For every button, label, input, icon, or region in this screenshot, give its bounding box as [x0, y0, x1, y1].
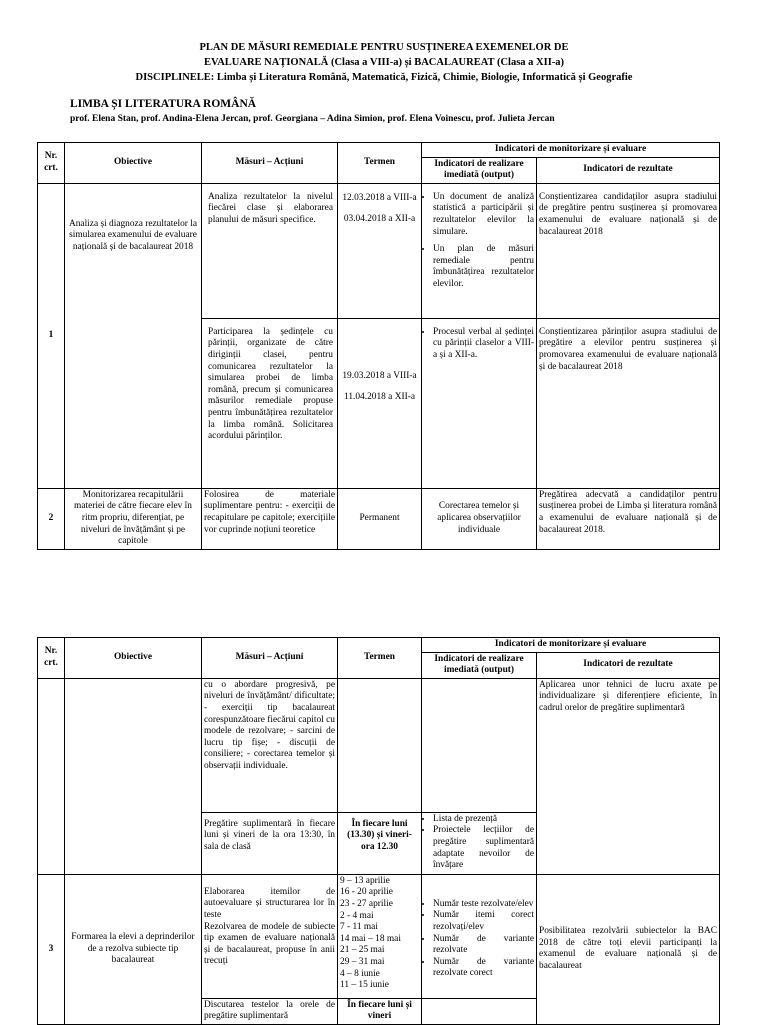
objective-cell: Monitorizarea recapitulării materiei de către fiecare elev în ritm propriu, diferențiat, pe niveluri de învățământ și pe capitole: [65, 488, 202, 549]
row-number: 2: [38, 488, 65, 549]
table-row: [38, 488, 720, 549]
col-header-nr: Nr. crt.: [38, 143, 65, 184]
col-header-masuri: Măsuri – Acțiuni: [202, 638, 338, 679]
indicator-item: • Număr de variante rezolvate corect: [433, 957, 534, 980]
deadline-week: 29 – 31 mai: [340, 956, 385, 967]
result-indicator-cell: Aplicarea unor tehnici de lucru axate pe individualizare și diferențiere eficiente, în cadrul orelor de pregătire suplimentară: [537, 678, 720, 874]
indicator-item: • Un document de analiză statistică a participării și rezultatelor elevilor la simulare.: [433, 192, 534, 238]
col-header-rezultate: Indicatori de rezultate: [537, 157, 720, 183]
action-cell: Participarea la ședințele cu părinții, organizate de către diriginții clasei, pentru comunicarea rezultatelor la simularea probei de limba română, precum și comunicarea măsurilor remediale propuse pentru îmbunătățirea rezultatelor la limba română. Solicitarea acordului părinților.: [202, 318, 338, 488]
objective-cell: [65, 678, 202, 874]
col-header-masuri: Măsuri – Acțiuni: [202, 143, 338, 184]
table-row: [38, 183, 720, 318]
action-cell: [202, 874, 338, 998]
col-header-termen: Termen: [338, 143, 422, 184]
deadline-date: 03.04.2018 a XII-a: [343, 214, 416, 225]
deadline-week: 11 – 15 iunie: [340, 980, 389, 991]
indicator-item: • Procesul verbal al ședinței cu părinții claselor a VIII-a și a XII-a.: [433, 327, 534, 362]
col-header-obiective: Obiective: [65, 143, 202, 184]
col-header-indicatori: Indicatori de monitorizare și evaluare: [422, 143, 720, 158]
teachers-list: prof. Elena Stan, prof. Andina-Elena Jercan, prof. Georgiana – Adina Simion, prof. Elena Voinescu, prof. Julieta Jercan: [70, 114, 555, 124]
subject-title: LIMBA ȘI LITERATURA ROMÂNĂ: [70, 98, 257, 110]
table-header-row: [38, 143, 720, 158]
measures-table-1: [37, 142, 720, 550]
result-indicator-cell: Conștientizarea candidaților asupra stadiului de pregătire pentru susținerea și promovarea examenului de evaluare națională și de bacalaureat 2018: [537, 183, 720, 318]
objective-cell: Analiza și diagnoza rezultatelor la simularea examenului de evaluare națională și de bacalaureat 2018: [65, 183, 202, 488]
output-indicator-cell: [422, 812, 537, 874]
deadline-week: 7 - 11 mai: [340, 922, 378, 933]
deadline-week: 23 - 27 aprilie: [340, 898, 393, 909]
indicator-item: • Lista de prezență: [433, 814, 534, 826]
deadline-week: 4 – 8 iunie: [340, 968, 380, 979]
indicator-item: • Proiectele lecțiilor de pregătire suplimentară adaptate nevoilor de învățare: [433, 825, 534, 871]
row-number: 1: [38, 183, 65, 488]
header-title-line-1: PLAN DE MĂSURI REMEDIALE PENTRU SUSȚINEREA EXEMENELOR DE: [199, 42, 569, 53]
table-row: [38, 874, 720, 998]
deadline-cell: [338, 678, 422, 812]
indicator-item: • Un plan de măsuri remediale pentru îmbunătățirea rezultatelor elevilor.: [433, 244, 534, 290]
result-indicator-cell: Posibilitatea rezolvării subiectelor la BAC 2018 de către toți elevii participanți la examenul de evaluare națională și de bacalaureat: [537, 874, 720, 1024]
row-number: [38, 678, 65, 874]
deadline-week: 2 - 4 mai: [340, 910, 374, 921]
indicator-item: • Număr itemi corect rezolvați/elev: [433, 910, 534, 933]
indicator-item: • Număr teste rezolvate/elev: [433, 899, 534, 911]
action-text: Rezolvarea de modele de subiecte tip examen de evaluare națională și de bacalaureat, propuse în anii trecuți: [204, 921, 335, 967]
output-indicator-cell: [422, 183, 537, 318]
output-indicator-cell: [422, 678, 537, 812]
deadline-date: 12.03.2018 a VIII-a: [342, 192, 417, 203]
action-cell: Analiza rezultatelor la nivelul fiecărei clase și elaborarea planului de măsuri specifice.: [202, 183, 338, 318]
col-header-indicatori: Indicatori de monitorizare și evaluare: [422, 638, 720, 653]
col-header-obiective: Obiective: [65, 638, 202, 679]
measures-table-2: [37, 637, 720, 1025]
col-header-imediata: Indicatori de realizare imediată (output): [422, 652, 537, 678]
action-cell: Discutarea testelor la orele de pregătire suplimentară: [202, 998, 338, 1024]
action-cell: Pregătire suplimentară în fiecare luni și vineri de la ora 13:30, în sala de clasă: [202, 812, 338, 874]
table-row: [38, 678, 720, 812]
deadline-date: 19.03.2018 a VIII-a: [342, 370, 417, 381]
header-title-line-2: EVALUARE NAȚIONALĂ (Clasa a VIII-a) și BACALAUREAT (Clasa a XII-a): [203, 57, 565, 68]
indicator-item: • Număr de variante rezolvate: [433, 934, 534, 957]
result-indicator-cell: Pregătirea adecvată a candidaților pentru susținerea probei de Limba și literatura română a examenului de evaluare națională și de bacalaureat 2018.: [537, 488, 720, 549]
deadline-cell: [338, 183, 422, 318]
col-header-nr: Nr. crt.: [38, 638, 65, 679]
output-indicator-cell: Corectarea temelor și aplicarea observațiilor individuale: [422, 488, 537, 549]
action-cell: Folosirea de materiale suplimentare pentru: - exerciții de recapitulare pe capitole; exercițiile vor cuprinde noțiuni teoretice: [202, 488, 338, 549]
col-header-rezultate: Indicatori de rezultate: [537, 652, 720, 678]
deadline-week: 16 - 20 aprilie: [340, 887, 393, 898]
deadline-cell: În fiecare luni (13.30) și vineri- ora 12.30: [338, 812, 422, 874]
output-indicator-cell: [422, 318, 537, 488]
col-header-imediata: Indicatori de realizare imediată (output): [422, 157, 537, 183]
deadline-week: 9 – 13 aprilie: [340, 875, 390, 886]
deadline-cell: [338, 318, 422, 488]
row-number: 3: [38, 874, 65, 1024]
objective-cell: Formarea la elevi a deprinderilor de a rezolva subiecte tip bacalaureat: [65, 874, 202, 1024]
action-cell: cu o abordare progresivă, pe niveluri de învățământ/ dificultate; - exerciții tip bacalaureat corespunzătoare fiecărui capitol cu modele de rezolvare; - sarcini de lucru tip fișe; - discuții de consiliere; - corectarea temelor și observații individuale.: [202, 678, 338, 812]
deadline-cell: Permanent: [338, 488, 422, 549]
deadline-week: 21 – 25 mai: [340, 945, 385, 956]
output-indicator-cell: [422, 874, 537, 998]
col-header-termen: Termen: [338, 638, 422, 679]
deadline-date: 11.04.2018 a XII-a: [344, 392, 415, 403]
output-indicator-cell: [422, 998, 537, 1024]
table-header-row: [38, 638, 720, 653]
document-header: [0, 40, 768, 85]
action-text: Elaborarea itemilor de autoevaluare și structurarea lor în teste: [204, 886, 335, 920]
result-indicator-cell: Conștientizarea părinților asupra stadiului de pregătire a elevilor pentru susținerea și promovarea examenului de evaluare națională și de bacalaureat 2018: [537, 318, 720, 488]
header-disciplines: DISCIPLINELE: Limba și Literatura Română, Matematică, Fizică, Chimie, Biologie, Informatică și Geografie: [135, 72, 633, 83]
deadline-cell: [338, 874, 422, 998]
deadline-week: 14 mai – 18 mai: [340, 933, 401, 944]
deadline-cell: În fiecare luni și vineri: [338, 998, 422, 1024]
